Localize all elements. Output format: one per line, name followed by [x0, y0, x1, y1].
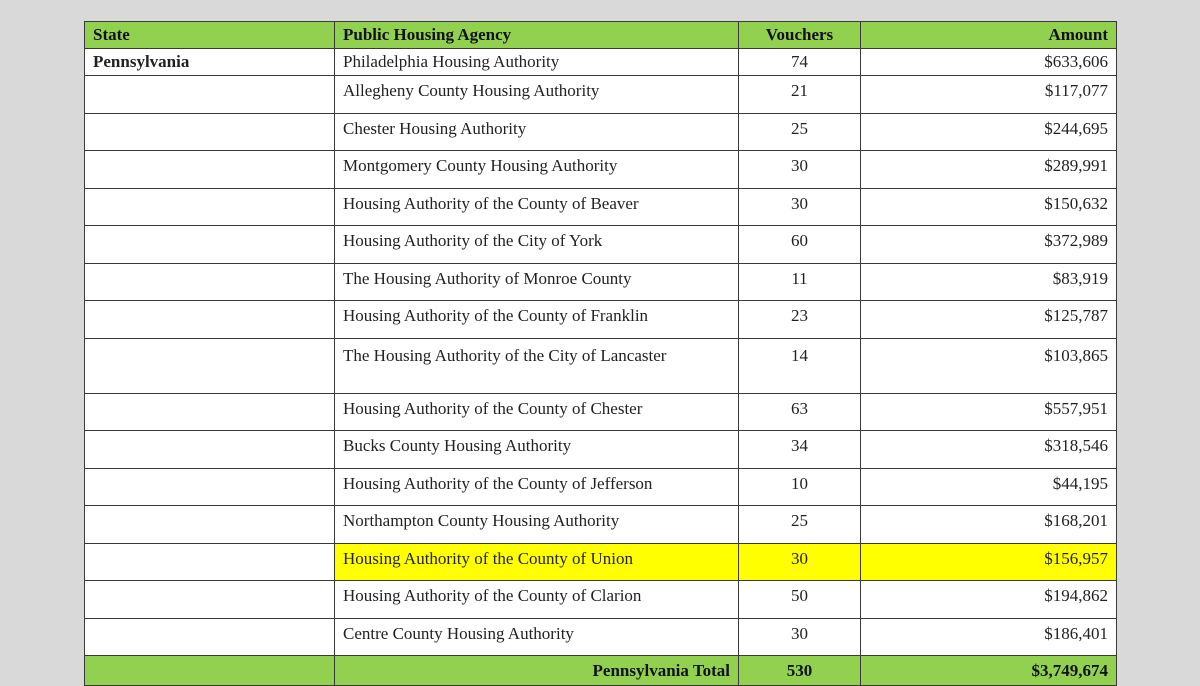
cell-amount: $633,606 — [861, 49, 1117, 76]
cell-amount: $125,787 — [861, 301, 1117, 339]
cell-agency: Montgomery County Housing Authority — [335, 151, 739, 189]
cell-agency: The Housing Authority of the City of Lancaster — [335, 338, 739, 393]
cell-state — [85, 393, 335, 431]
header-vouchers: Vouchers — [739, 22, 861, 49]
table-row — [85, 301, 1117, 339]
cell-amount: $372,989 — [861, 226, 1117, 264]
cell-agency: Allegheny County Housing Authority — [335, 76, 739, 114]
total-amount: $3,749,674 — [861, 656, 1117, 686]
table-row — [85, 76, 1117, 114]
cell-state — [85, 581, 335, 619]
table-row — [85, 431, 1117, 469]
cell-agency-highlighted: Housing Authority of the County of Union — [335, 543, 739, 581]
cell-amount: $83,919 — [861, 263, 1117, 301]
cell-vouchers: 74 — [739, 49, 861, 76]
header-state: State — [85, 22, 335, 49]
cell-vouchers: 21 — [739, 76, 861, 114]
total-label: Pennsylvania Total — [335, 656, 739, 686]
table-header-row — [85, 22, 1117, 49]
table-row — [85, 263, 1117, 301]
cell-state — [85, 543, 335, 581]
cell-agency: Housing Authority of the County of Franklin — [335, 301, 739, 339]
table-row — [85, 338, 1117, 393]
cell-amount: $244,695 — [861, 113, 1117, 151]
cell-state: Pennsylvania — [85, 49, 335, 76]
cell-state — [85, 618, 335, 656]
table-row — [85, 113, 1117, 151]
cell-vouchers: 10 — [739, 468, 861, 506]
voucher-allocation-table — [84, 21, 1117, 686]
header-agency: Public Housing Agency — [335, 22, 739, 49]
cell-state — [85, 338, 335, 393]
total-state-cell — [85, 656, 335, 686]
cell-agency: Housing Authority of the County of Chester — [335, 393, 739, 431]
cell-amount: $186,401 — [861, 618, 1117, 656]
table-row — [85, 151, 1117, 189]
cell-agency: Housing Authority of the County of Clarion — [335, 581, 739, 619]
cell-vouchers: 50 — [739, 581, 861, 619]
table-row-highlighted — [85, 543, 1117, 581]
cell-agency: The Housing Authority of Monroe County — [335, 263, 739, 301]
total-vouchers: 530 — [739, 656, 861, 686]
header-amount: Amount — [861, 22, 1117, 49]
cell-state — [85, 263, 335, 301]
cell-state — [85, 188, 335, 226]
cell-amount: $117,077 — [861, 76, 1117, 114]
cell-agency: Centre County Housing Authority — [335, 618, 739, 656]
cell-vouchers: 30 — [739, 151, 861, 189]
cell-agency: Bucks County Housing Authority — [335, 431, 739, 469]
table-row — [85, 393, 1117, 431]
cell-state — [85, 113, 335, 151]
cell-agency: Housing Authority of the City of York — [335, 226, 739, 264]
cell-amount: $194,862 — [861, 581, 1117, 619]
cell-vouchers: 60 — [739, 226, 861, 264]
cell-agency: Housing Authority of the County of Beaver — [335, 188, 739, 226]
cell-amount: $289,991 — [861, 151, 1117, 189]
table-row — [85, 49, 1117, 76]
cell-agency: Housing Authority of the County of Jefferson — [335, 468, 739, 506]
cell-amount: $168,201 — [861, 506, 1117, 544]
cell-vouchers: 63 — [739, 393, 861, 431]
cell-state — [85, 226, 335, 264]
voucher-table-sheet — [84, 21, 1116, 686]
cell-amount: $150,632 — [861, 188, 1117, 226]
cell-vouchers: 14 — [739, 338, 861, 393]
cell-amount: $557,951 — [861, 393, 1117, 431]
table-row — [85, 226, 1117, 264]
cell-amount: $318,546 — [861, 431, 1117, 469]
cell-vouchers-highlighted: 30 — [739, 543, 861, 581]
table-row — [85, 618, 1117, 656]
cell-vouchers: 25 — [739, 506, 861, 544]
cell-state — [85, 76, 335, 114]
cell-agency: Northampton County Housing Authority — [335, 506, 739, 544]
cell-state — [85, 506, 335, 544]
table-row — [85, 506, 1117, 544]
cell-amount-highlighted: $156,957 — [861, 543, 1117, 581]
cell-vouchers: 30 — [739, 618, 861, 656]
cell-state — [85, 151, 335, 189]
cell-state — [85, 301, 335, 339]
cell-state — [85, 431, 335, 469]
cell-vouchers: 25 — [739, 113, 861, 151]
cell-state — [85, 468, 335, 506]
cell-amount: $44,195 — [861, 468, 1117, 506]
cell-agency: Philadelphia Housing Authority — [335, 49, 739, 76]
cell-vouchers: 23 — [739, 301, 861, 339]
total-row — [85, 656, 1117, 686]
cell-agency: Chester Housing Authority — [335, 113, 739, 151]
table-row — [85, 581, 1117, 619]
table-row — [85, 468, 1117, 506]
cell-vouchers: 30 — [739, 188, 861, 226]
cell-amount: $103,865 — [861, 338, 1117, 393]
cell-vouchers: 34 — [739, 431, 861, 469]
cell-vouchers: 11 — [739, 263, 861, 301]
table-row — [85, 188, 1117, 226]
